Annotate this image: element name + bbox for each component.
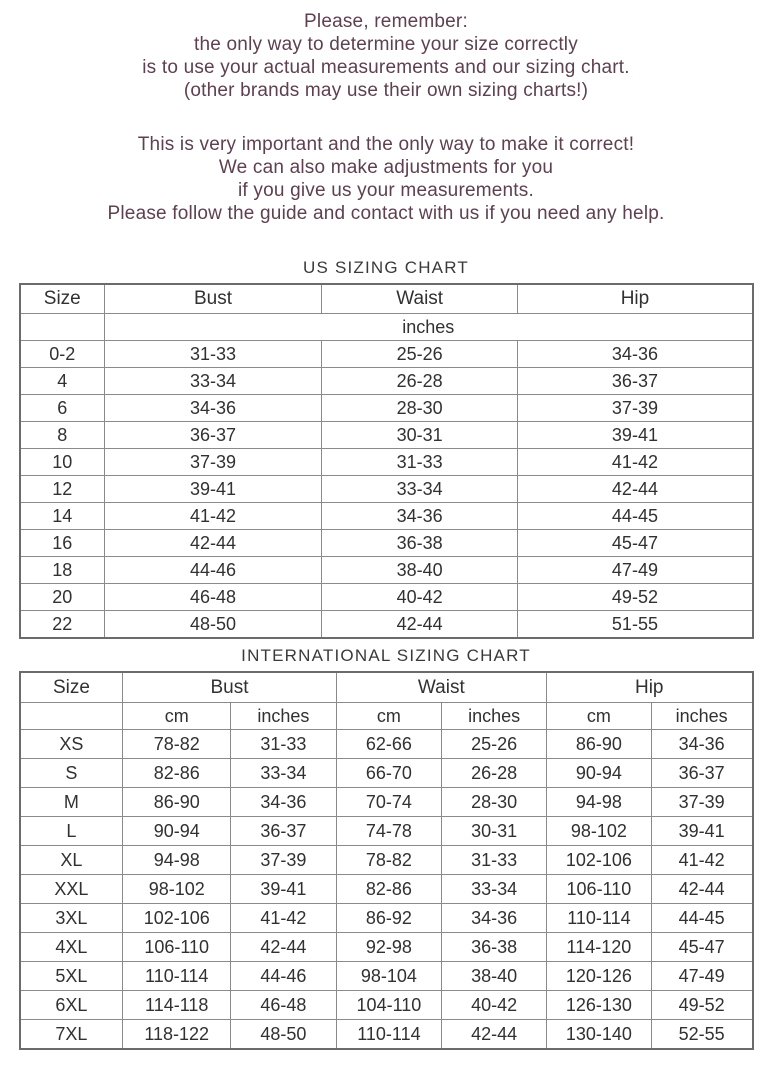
measurement-cell: 33-34: [105, 368, 322, 395]
measurement-cell: 31-33: [231, 730, 337, 759]
size-cell: S: [20, 759, 123, 788]
column-header-hip: Hip: [547, 672, 753, 703]
intro-line: Please follow the guide and contact with us if you need any help.: [107, 203, 665, 224]
measurement-cell: 92-98: [336, 933, 442, 962]
table-row: [20, 933, 753, 962]
size-cell: 18: [20, 557, 105, 584]
size-cell: M: [20, 788, 123, 817]
measurement-cell: 33-34: [231, 759, 337, 788]
unit-cell-cm: cm: [336, 703, 442, 730]
measurement-cell: 38-40: [442, 962, 547, 991]
size-cell: 8: [20, 422, 105, 449]
intro-line: the only way to determine your size correctly: [194, 34, 578, 55]
measurement-cell: 104-110: [336, 991, 442, 1020]
measurement-cell: 110-114: [336, 1020, 442, 1050]
table-header-row: [20, 284, 753, 314]
size-cell: 10: [20, 449, 105, 476]
us-table-body: [20, 341, 753, 639]
measurement-cell: 46-48: [231, 991, 337, 1020]
column-header-bust: Bust: [105, 284, 322, 314]
measurement-cell: 110-114: [123, 962, 231, 991]
table-row: [20, 557, 753, 584]
measurement-cell: 44-46: [231, 962, 337, 991]
measurement-cell: 86-90: [123, 788, 231, 817]
measurement-cell: 102-106: [123, 904, 231, 933]
measurement-cell: 78-82: [123, 730, 231, 759]
measurement-cell: 102-106: [547, 846, 652, 875]
measurement-cell: 36-37: [518, 368, 753, 395]
unit-cell-cm: cm: [123, 703, 231, 730]
measurement-cell: 39-41: [518, 422, 753, 449]
measurement-cell: 49-52: [651, 991, 752, 1020]
table-row: [20, 1020, 753, 1050]
measurement-cell: 31-33: [442, 846, 547, 875]
measurement-cell: 106-110: [547, 875, 652, 904]
size-cell: 22: [20, 611, 105, 639]
table-row: [20, 846, 753, 875]
unit-cell-inches: inches: [442, 703, 547, 730]
measurement-cell: 78-82: [336, 846, 442, 875]
intro-line: Please, remember:: [304, 11, 468, 32]
measurement-cell: 41-42: [231, 904, 337, 933]
us-sizing-table: [19, 283, 754, 639]
measurement-cell: 34-36: [105, 395, 322, 422]
measurement-cell: 48-50: [231, 1020, 337, 1050]
table-row: [20, 368, 753, 395]
size-cell: 6XL: [20, 991, 123, 1020]
table-row: [20, 991, 753, 1020]
measurement-cell: 26-28: [442, 759, 547, 788]
measurement-cell: 70-74: [336, 788, 442, 817]
measurement-cell: 41-42: [105, 503, 322, 530]
international-table-body: [20, 730, 753, 1050]
measurement-cell: 86-92: [336, 904, 442, 933]
measurement-cell: 38-40: [321, 557, 517, 584]
table-row: [20, 530, 753, 557]
table-row: [20, 904, 753, 933]
table-row: [20, 817, 753, 846]
measurement-cell: 28-30: [321, 395, 517, 422]
measurement-cell: 98-102: [123, 875, 231, 904]
table-row: [20, 449, 753, 476]
measurement-cell: 90-94: [547, 759, 652, 788]
column-header-waist: Waist: [336, 672, 546, 703]
measurement-cell: 41-42: [518, 449, 753, 476]
empty-cell: [20, 703, 123, 730]
intro-line: if you give us your measurements.: [238, 180, 534, 201]
intro-line: (other brands may use their own sizing charts!): [183, 80, 589, 101]
table-row: [20, 875, 753, 904]
empty-cell: [20, 314, 105, 341]
measurement-cell: 52-55: [651, 1020, 752, 1050]
measurement-cell: 82-86: [123, 759, 231, 788]
intro-line: is to use your actual measurements and our sizing chart.: [142, 57, 630, 78]
measurement-cell: 40-42: [442, 991, 547, 1020]
measurement-cell: 36-37: [105, 422, 322, 449]
measurement-cell: 46-48: [105, 584, 322, 611]
measurement-cell: 49-52: [518, 584, 753, 611]
measurement-cell: 106-110: [123, 933, 231, 962]
measurement-cell: 33-34: [321, 476, 517, 503]
measurement-cell: 94-98: [123, 846, 231, 875]
size-cell: 3XL: [20, 904, 123, 933]
column-header-waist: Waist: [321, 284, 517, 314]
column-header-size: Size: [20, 672, 123, 703]
size-cell: 4: [20, 368, 105, 395]
size-cell: XXL: [20, 875, 123, 904]
size-cell: 20: [20, 584, 105, 611]
column-header-bust: Bust: [123, 672, 336, 703]
measurement-cell: 25-26: [321, 341, 517, 368]
measurement-cell: 114-120: [547, 933, 652, 962]
measurement-cell: 98-102: [547, 817, 652, 846]
size-cell: XL: [20, 846, 123, 875]
measurement-cell: 42-44: [231, 933, 337, 962]
table-header-row: [20, 672, 753, 703]
table-row: [20, 611, 753, 639]
measurement-cell: 62-66: [336, 730, 442, 759]
measurement-cell: 40-42: [321, 584, 517, 611]
unit-cell: inches: [105, 314, 753, 341]
measurement-cell: 44-45: [651, 904, 752, 933]
unit-cell-inches: inches: [231, 703, 337, 730]
measurement-cell: 41-42: [651, 846, 752, 875]
measurement-cell: 42-44: [518, 476, 753, 503]
table-row: [20, 962, 753, 991]
measurement-cell: 36-37: [651, 759, 752, 788]
measurement-cell: 37-39: [651, 788, 752, 817]
intro-line: This is very important and the only way to make it correct!: [137, 134, 635, 155]
measurement-cell: 98-104: [336, 962, 442, 991]
table-row: [20, 341, 753, 368]
size-cell: 6: [20, 395, 105, 422]
measurement-cell: 36-37: [231, 817, 337, 846]
measurement-cell: 31-33: [105, 341, 322, 368]
intro-line: We can also make adjustments for you: [218, 157, 554, 178]
us-chart-title: US SIZING CHART: [303, 258, 469, 277]
measurement-cell: 47-49: [518, 557, 753, 584]
measurement-cell: 34-36: [321, 503, 517, 530]
measurement-cell: 30-31: [321, 422, 517, 449]
size-cell: L: [20, 817, 123, 846]
measurement-cell: 34-36: [518, 341, 753, 368]
measurement-cell: 74-78: [336, 817, 442, 846]
table-row: [20, 584, 753, 611]
measurement-cell: 86-90: [547, 730, 652, 759]
measurement-cell: 47-49: [651, 962, 752, 991]
size-cell: 5XL: [20, 962, 123, 991]
measurement-cell: 31-33: [321, 449, 517, 476]
measurement-cell: 130-140: [547, 1020, 652, 1050]
measurement-cell: 36-38: [321, 530, 517, 557]
measurement-cell: 33-34: [442, 875, 547, 904]
measurement-cell: 66-70: [336, 759, 442, 788]
table-row: [20, 759, 753, 788]
measurement-cell: 37-39: [231, 846, 337, 875]
measurement-cell: 110-114: [547, 904, 652, 933]
international-sizing-table: [19, 671, 754, 1050]
measurement-cell: 42-44: [105, 530, 322, 557]
column-header-hip: Hip: [518, 284, 753, 314]
unit-cell-cm: cm: [547, 703, 652, 730]
measurement-cell: 30-31: [442, 817, 547, 846]
size-cell: 16: [20, 530, 105, 557]
measurement-cell: 120-126: [547, 962, 652, 991]
measurement-cell: 37-39: [518, 395, 753, 422]
unit-row: [20, 703, 753, 730]
size-cell: 0-2: [20, 341, 105, 368]
measurement-cell: 25-26: [442, 730, 547, 759]
measurement-cell: 118-122: [123, 1020, 231, 1050]
intro-note-primary: [0, 10, 772, 102]
measurement-cell: 126-130: [547, 991, 652, 1020]
measurement-cell: 42-44: [651, 875, 752, 904]
measurement-cell: 94-98: [547, 788, 652, 817]
measurement-cell: 42-44: [321, 611, 517, 639]
size-cell: XS: [20, 730, 123, 759]
measurement-cell: 44-45: [518, 503, 753, 530]
measurement-cell: 34-36: [651, 730, 752, 759]
measurement-cell: 45-47: [518, 530, 753, 557]
unit-cell-inches: inches: [651, 703, 752, 730]
table-row: [20, 476, 753, 503]
intro-note-secondary: [0, 133, 772, 225]
measurement-cell: 39-41: [231, 875, 337, 904]
table-row: [20, 503, 753, 530]
table-row: [20, 422, 753, 449]
measurement-cell: 82-86: [336, 875, 442, 904]
measurement-cell: 44-46: [105, 557, 322, 584]
measurement-cell: 34-36: [231, 788, 337, 817]
table-row: [20, 395, 753, 422]
measurement-cell: 39-41: [651, 817, 752, 846]
international-chart-title: INTERNATIONAL SIZING CHART: [241, 646, 531, 665]
measurement-cell: 39-41: [105, 476, 322, 503]
measurement-cell: 42-44: [442, 1020, 547, 1050]
table-row: [20, 730, 753, 759]
size-cell: 12: [20, 476, 105, 503]
measurement-cell: 90-94: [123, 817, 231, 846]
measurement-cell: 26-28: [321, 368, 517, 395]
measurement-cell: 45-47: [651, 933, 752, 962]
size-cell: 14: [20, 503, 105, 530]
size-cell: 7XL: [20, 1020, 123, 1050]
column-header-size: Size: [20, 284, 105, 314]
measurement-cell: 51-55: [518, 611, 753, 639]
measurement-cell: 48-50: [105, 611, 322, 639]
size-cell: 4XL: [20, 933, 123, 962]
measurement-cell: 36-38: [442, 933, 547, 962]
table-row: [20, 788, 753, 817]
measurement-cell: 114-118: [123, 991, 231, 1020]
measurement-cell: 37-39: [105, 449, 322, 476]
measurement-cell: 34-36: [442, 904, 547, 933]
measurement-cell: 28-30: [442, 788, 547, 817]
unit-row: [20, 314, 753, 341]
